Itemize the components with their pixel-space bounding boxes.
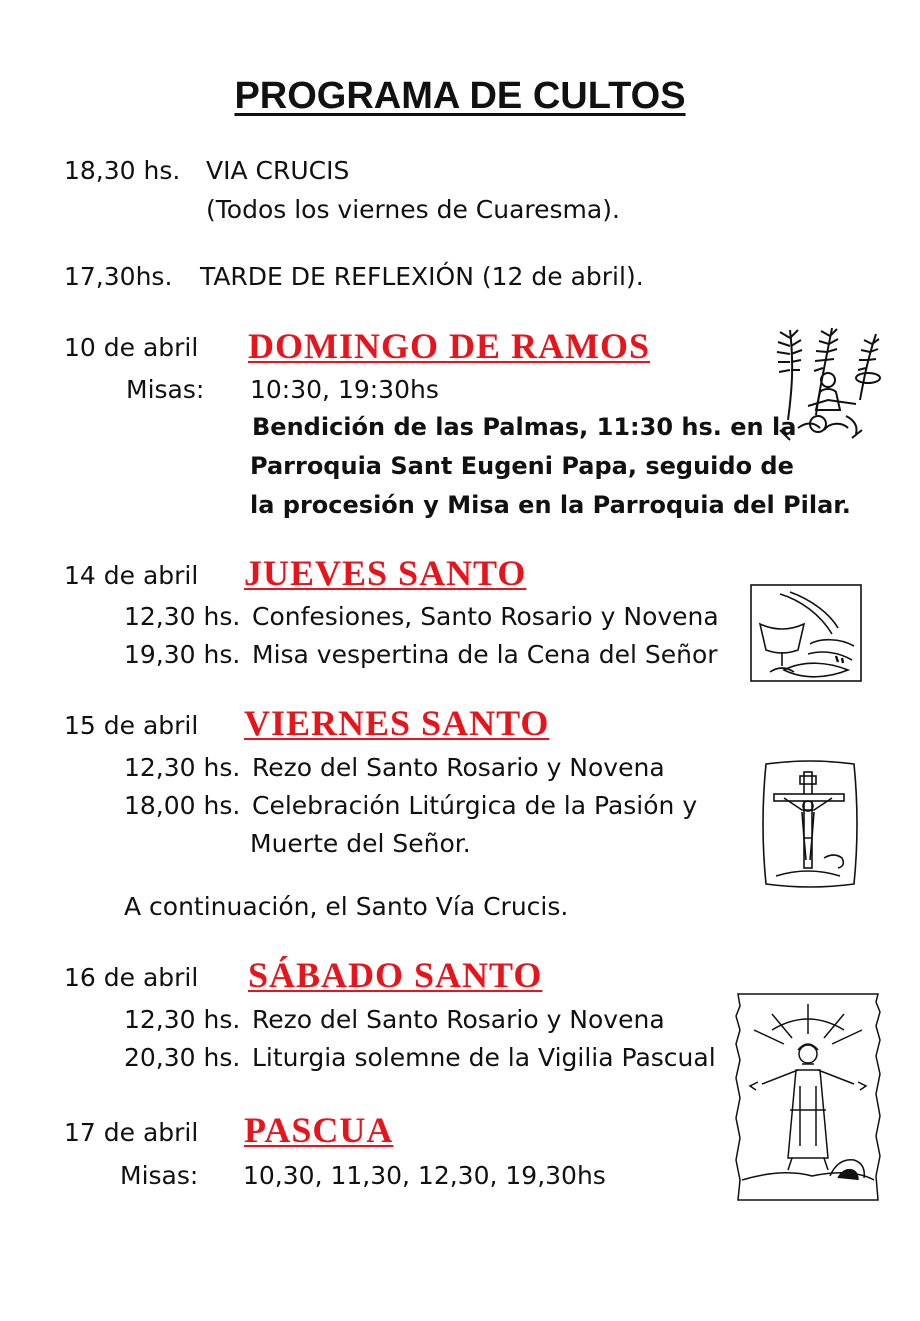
- jueves-text-1: Confesiones, Santo Rosario y Novena: [252, 602, 719, 631]
- jueves-heading: JUEVES SANTO: [244, 553, 527, 593]
- intro-time-1: 18,30 hs.: [64, 156, 181, 185]
- viernes-time-1: 12,30 hs.: [124, 753, 241, 782]
- risen-christ-icon: [732, 990, 884, 1204]
- pascua-misas-times: 10,30, 11,30, 12,30, 19,30hs: [243, 1161, 606, 1190]
- page-title: PROGRAMA DE CULTOS: [234, 75, 686, 117]
- intro-note-1: (Todos los viernes de Cuaresma).: [206, 195, 620, 224]
- ramos-heading: DOMINGO DE RAMOS: [248, 326, 650, 366]
- intro-text-2: TARDE DE REFLEXIÓN (12 de abril).: [200, 262, 644, 291]
- ramos-misas-times: 10:30, 19:30hs: [250, 375, 439, 404]
- viernes-continuation: A continuación, el Santo Vía Crucis.: [124, 892, 569, 921]
- viernes-text-2b: Muerte del Señor.: [250, 829, 471, 858]
- ramos-note-line-2: Parroquia Sant Eugeni Papa, seguido de: [250, 452, 794, 480]
- ramos-misas-label: Misas:: [126, 375, 205, 404]
- pascua-misas-label: Misas:: [120, 1161, 199, 1190]
- intro-text-1: VIA CRUCIS: [206, 156, 350, 185]
- ramos-note-line-1: Bendición de las Palmas, 11:30 hs. en la: [252, 413, 797, 441]
- ramos-note-line-3: la procesión y Misa en la Parroquia del Pilar.: [250, 491, 851, 519]
- jueves-time-2: 19,30 hs.: [124, 640, 241, 669]
- viernes-time-2: 18,00 hs.: [124, 791, 241, 820]
- sabado-heading: SÁBADO SANTO: [248, 955, 543, 995]
- viernes-text-1: Rezo del Santo Rosario y Novena: [252, 753, 665, 782]
- ramos-date: 10 de abril: [64, 333, 199, 362]
- jueves-time-1: 12,30 hs.: [124, 602, 241, 631]
- crucifix-icon: [762, 758, 858, 890]
- chalice-bread-icon: [750, 584, 862, 682]
- sabado-text-1: Rezo del Santo Rosario y Novena: [252, 1005, 665, 1034]
- pascua-date: 17 de abril: [64, 1118, 199, 1147]
- viernes-date: 15 de abril: [64, 711, 199, 740]
- jueves-text-2: Misa vespertina de la Cena del Señor: [252, 640, 718, 669]
- viernes-heading: VIERNES SANTO: [244, 703, 550, 743]
- sabado-text-2: Liturgia solemne de la Vigilia Pascual: [252, 1043, 716, 1072]
- sabado-date: 16 de abril: [64, 963, 199, 992]
- sabado-time-2: 20,30 hs.: [124, 1043, 241, 1072]
- sabado-time-1: 12,30 hs.: [124, 1005, 241, 1034]
- jueves-date: 14 de abril: [64, 561, 199, 590]
- palms-procession-icon: [768, 320, 886, 448]
- pascua-heading: PASCUA: [244, 1110, 394, 1150]
- viernes-text-2: Celebración Litúrgica de la Pasión y: [252, 791, 698, 820]
- intro-time-2: 17,30hs.: [64, 262, 173, 291]
